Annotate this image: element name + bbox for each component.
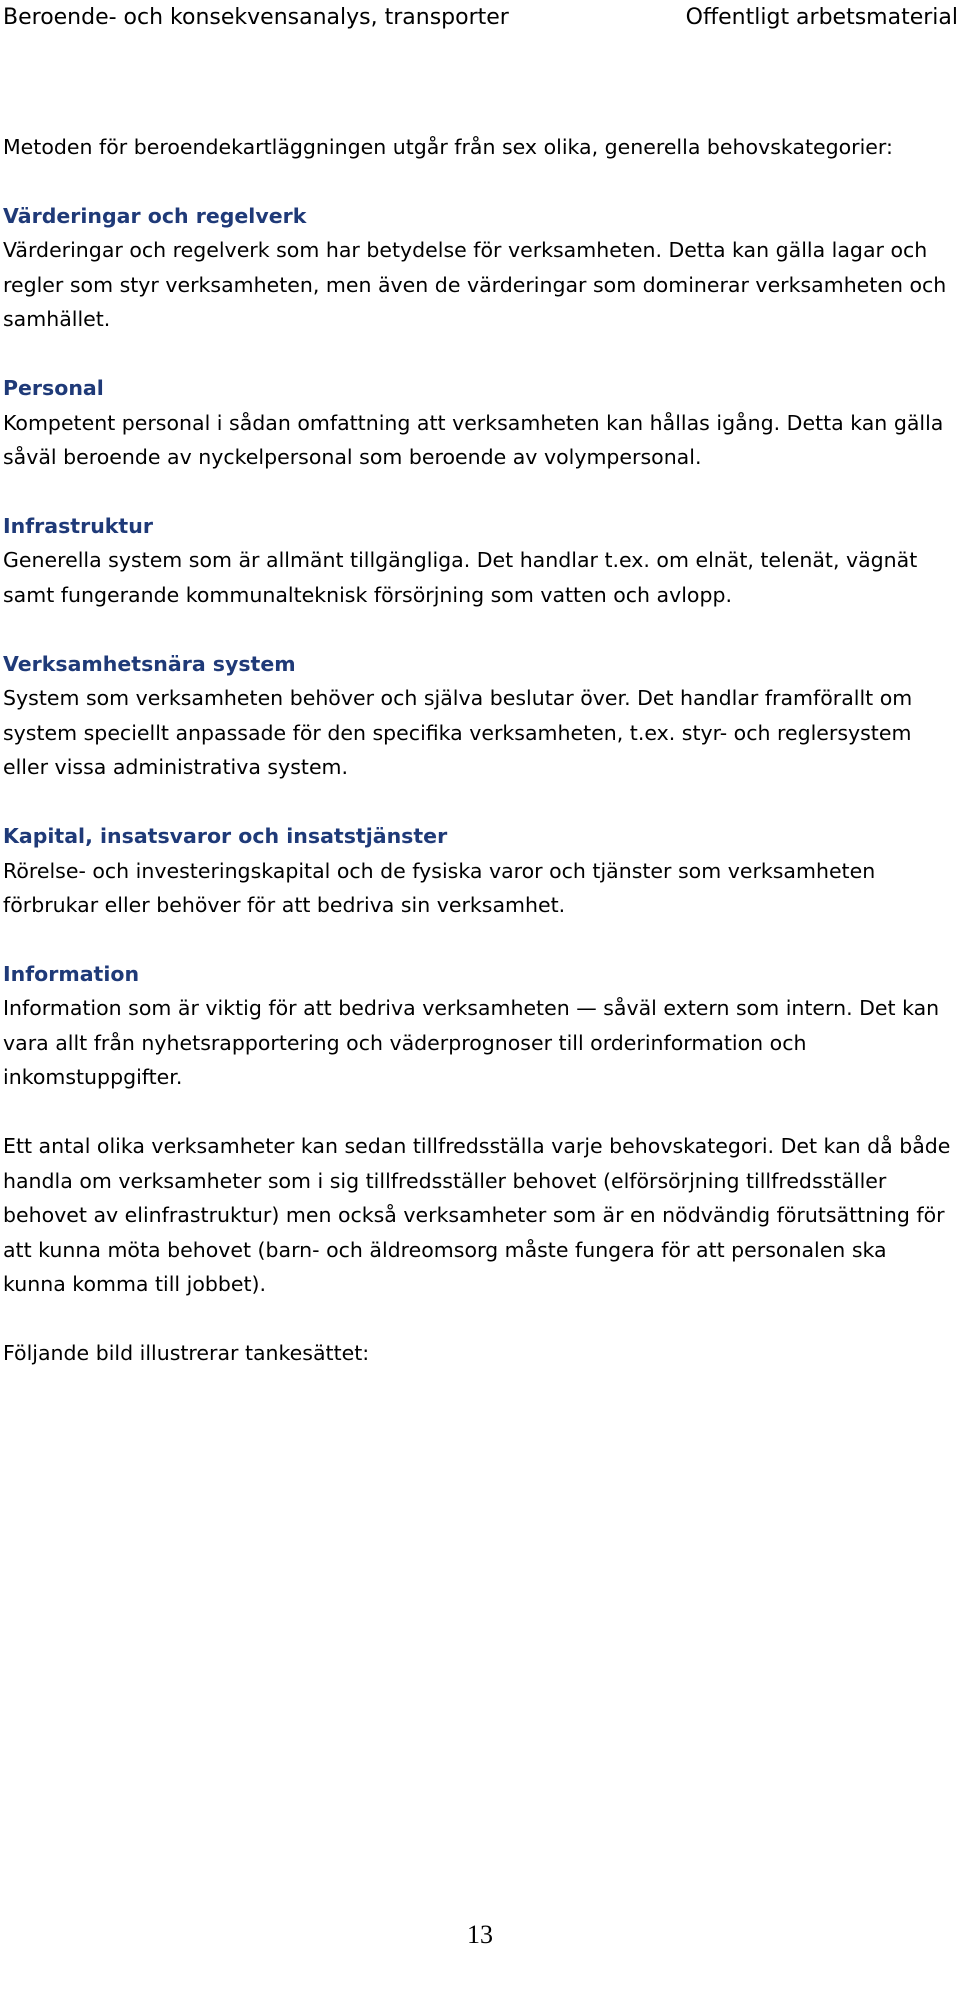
category-operational-systems <box>3 647 953 785</box>
category-title: Värderingar och regelverk <box>3 203 307 228</box>
category-personnel <box>3 371 953 475</box>
category-description: Kompetent personal i sådan omfattning att verksamheten kan hållas igång. Detta kan gälla såväl beroende av nyckelpersonal som beroende av volympersonal. <box>3 410 944 470</box>
category-title: Information <box>3 961 140 986</box>
category-title: Verksamhetsnära system <box>3 651 296 676</box>
category-description: System som verksamheten behöver och själva beslutar över. Det handlar framförallt om system speciellt anpassade för den specifika verksamheten, t.ex. styr- och reglersystem eller vissa administrativa system. <box>3 686 913 780</box>
page-number: 13 <box>467 1920 493 1949</box>
category-information <box>3 957 953 1095</box>
category-description: Information som är viktig för att bedriva verksamheten — såväl extern som intern. Det kan vara allt från nyhetsrapportering och väderprognoser till orderinformation och inkomstuppgifter. <box>3 996 940 1090</box>
closing-line: Följande bild illustrerar tankesättet: <box>3 1341 370 1366</box>
category-capital-inputs <box>3 819 953 923</box>
body-paragraph: Ett antal olika verksamheter kan sedan tillfredsställa varje behovskategori. Det kan då både handla om verksamheter som i sig tillfredsställer behovet (elförsörjning tillfredsställer behovet av elinfrastruktur) men också verksamheter som är en nödvändig förutsättning för att kunna möta behovet (barn- och äldreomsorg måste fungera för att personalen ska kunna komma till jobbet). <box>3 1134 951 1297</box>
category-title: Infrastruktur <box>3 513 153 538</box>
page-header <box>0 0 960 80</box>
header-classification: Offentligt arbetsmaterial <box>685 5 958 30</box>
category-values-regulations <box>3 199 953 337</box>
header-document-title: Beroende- och konsekvensanalys, transporter <box>3 5 509 30</box>
category-infrastructure <box>3 509 953 613</box>
category-title: Personal <box>3 375 104 400</box>
document-body <box>3 130 953 1371</box>
category-description: Generella system som är allmänt tillgängliga. Det handlar t.ex. om elnät, telenät, vägnät samt fungerande kommunalteknisk försörjning som vatten och avlopp. <box>3 548 918 607</box>
category-description: Värderingar och regelverk som har betydelse för verksamheten. Detta kan gälla lagar och regler som styr verksamheten, men även de värderingar som dominerar verksamheten och samhället. <box>3 238 947 332</box>
intro-paragraph: Metoden för beroendekartläggningen utgår från sex olika, generella behovskategorier: <box>3 135 893 159</box>
category-description: Rörelse- och investeringskapital och de fysiska varor och tjänster som verksamheten förbrukar eller behöver för att bedriva sin verksamhet. <box>3 858 876 918</box>
category-title: Kapital, insatsvaror och insatstjänster <box>3 823 448 848</box>
